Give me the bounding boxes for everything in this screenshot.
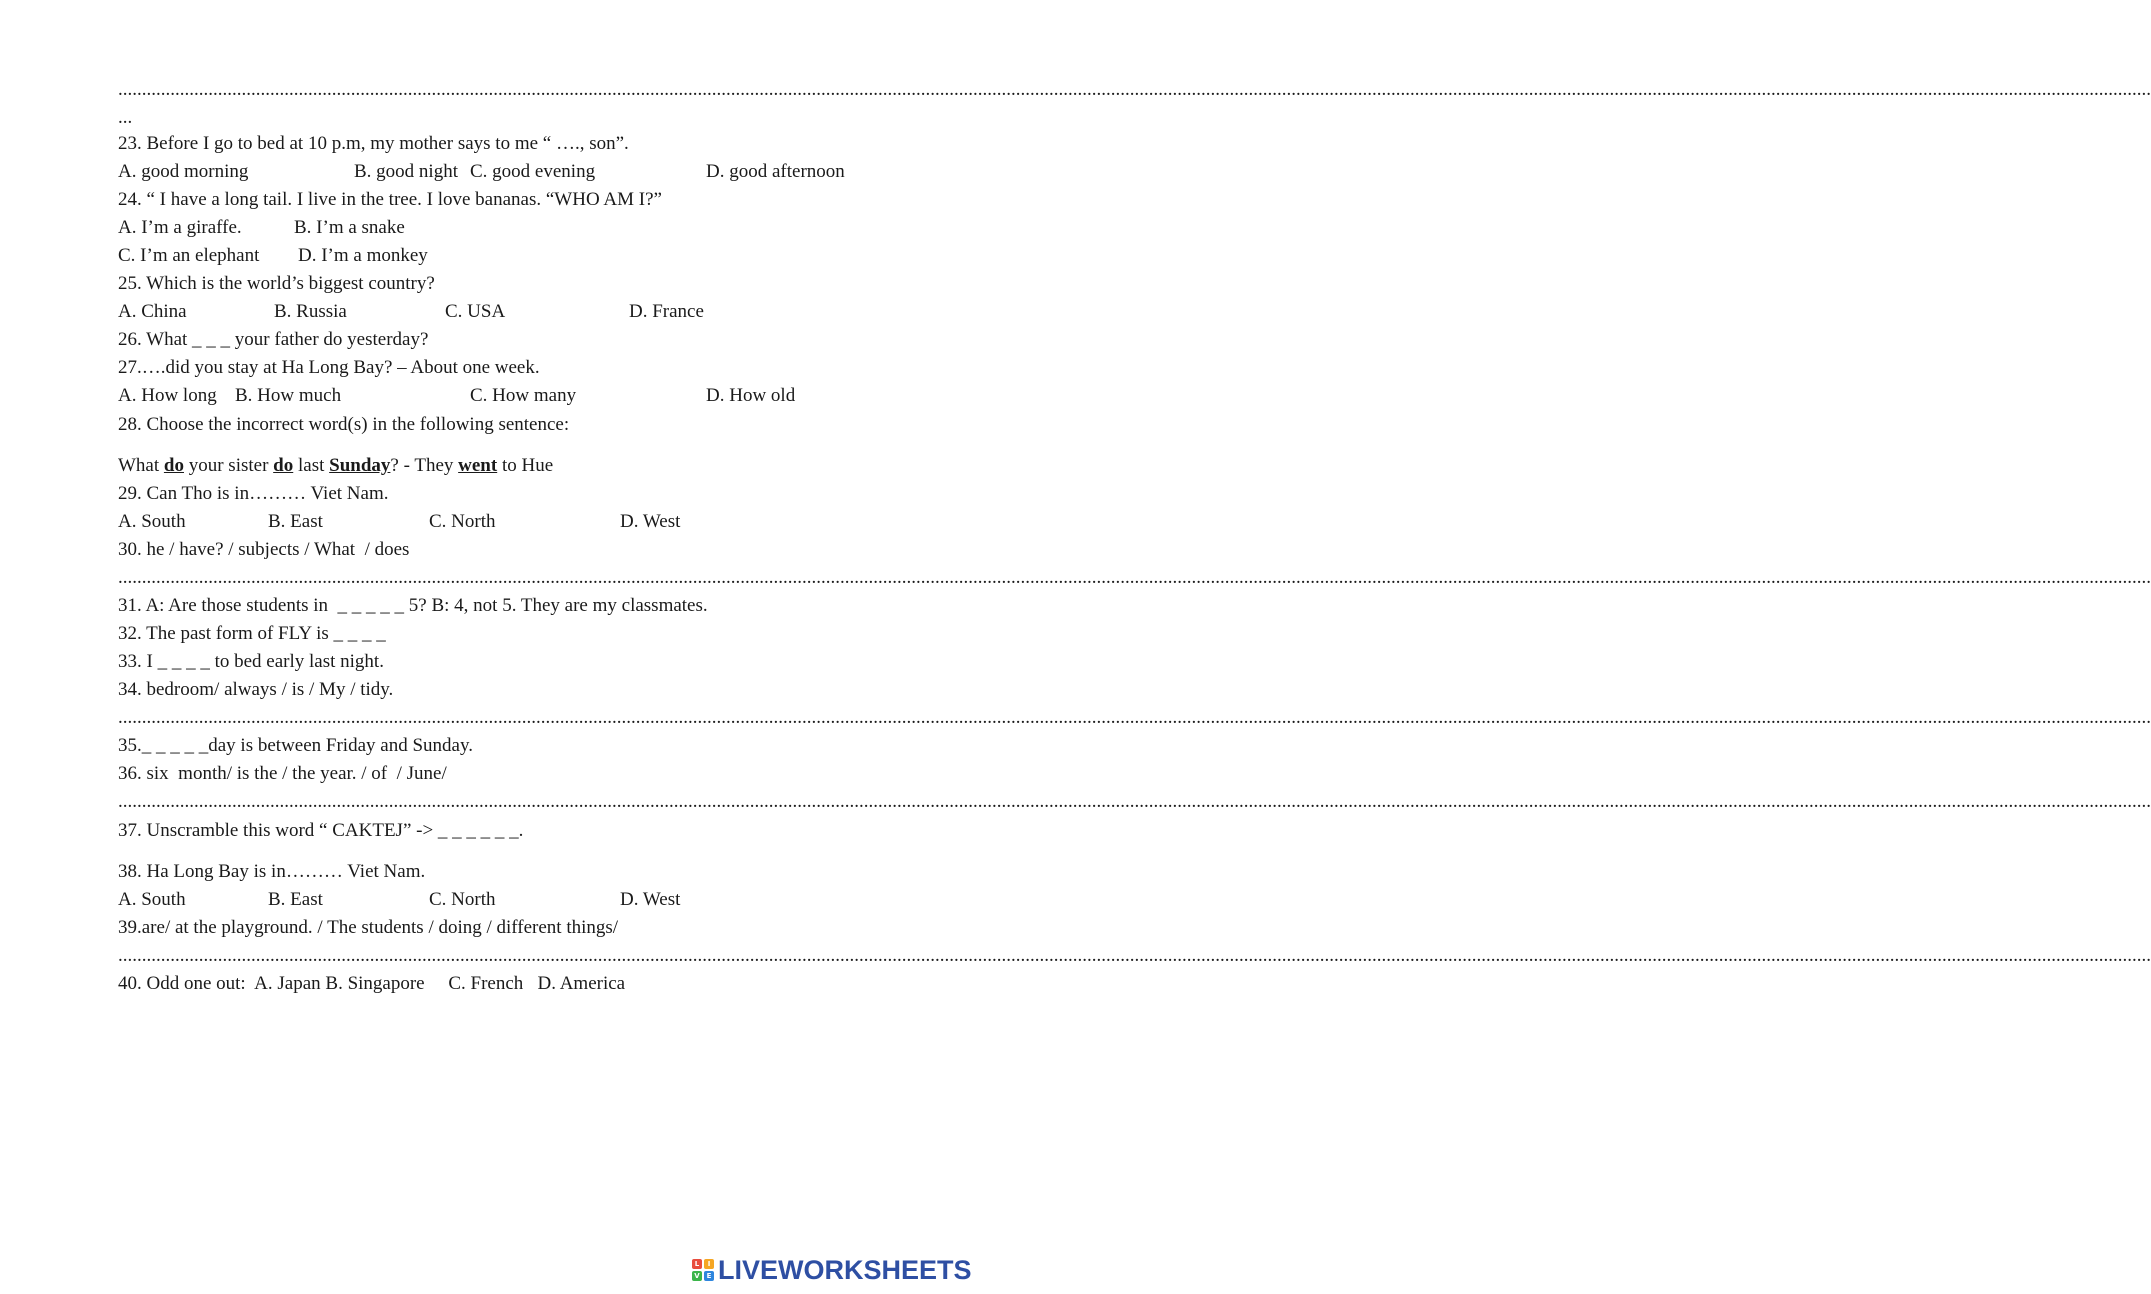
option-c: C. USA (445, 301, 506, 322)
question-31: 31. A: Are those students in _ _ _ _ _ 5? B: 4, not 5. They are my classmates. (118, 595, 708, 616)
question-36: 36. six month/ is the / the year. / of / June/ (118, 763, 447, 784)
option-d: D. good afternoon (706, 161, 845, 182)
sentence-text: to Hue (497, 455, 554, 476)
ellipsis-text: ... (118, 107, 133, 128)
option-a: A. How long (118, 385, 217, 406)
logo-letter: V (692, 1271, 702, 1281)
question-32: 32. The past form of FLY is _ _ _ _ (118, 623, 386, 644)
question-33: 33. I _ _ _ _ to bed early last night. (118, 651, 384, 672)
logo-mark-icon (692, 1259, 714, 1281)
answer-line: ............................................................................................................................................................................................................................................................................................................................................................................................................................................ (118, 791, 2151, 812)
option-d: D. I’m a monkey (298, 245, 428, 266)
options-23 (118, 160, 882, 184)
question-34: 34. bedroom/ always / is / My / tidy. (118, 679, 394, 700)
option-b: B. good night (354, 161, 458, 182)
question-25: 25. Which is the world’s biggest country? (118, 273, 435, 294)
answer-line: ............................................................................................................................................................................................................................................................................................................................................................................................................................................ (118, 567, 2151, 588)
sentence-text: last (293, 455, 330, 476)
answer-line: ............................................................................................................................................................................................................................................................................................................................................................................................................................................ (118, 79, 2151, 100)
option-c: C. good evening (470, 161, 596, 182)
liveworksheets-logo (692, 1255, 972, 1285)
underlined-word: went (458, 455, 498, 476)
question-29: 29. Can Tho is in……… Viet Nam. (118, 483, 389, 504)
option-a: A. China (118, 301, 187, 322)
question-37: 37. Unscramble this word “ CAKTEJ” -> _ _ _ _ _ _. (118, 820, 524, 841)
sentence-text: ? - They (390, 455, 459, 476)
options-25 (118, 300, 882, 324)
option-c: C. How many (470, 385, 577, 406)
underlined-word: Sunday (329, 455, 391, 476)
option-b: B. East (268, 511, 323, 532)
options-27 (118, 384, 882, 408)
option-c: C. I’m an elephant (118, 245, 260, 266)
logo-letter: L (692, 1259, 702, 1269)
options-24-cd (118, 244, 882, 268)
question-35: 35._ _ _ _ _day is between Friday and Sunday. (118, 735, 473, 756)
question-23: 23. Before I go to bed at 10 p.m, my mother says to me “ …., son”. (118, 133, 629, 154)
answer-line: ............................................................................................................................................................................................................................................................................................................................................................................................................................................ (118, 945, 2151, 966)
answer-line: ............................................................................................................................................................................................................................................................................................................................................................................................................................................ (118, 707, 2151, 728)
option-c: C. North (429, 889, 496, 910)
question-39: 39.are/ at the playground. / The students / doing / different things/ (118, 917, 619, 938)
logo-text: LIVEWORKSHEETS (718, 1254, 972, 1285)
option-a: A. South (118, 511, 186, 532)
option-a: A. good morning (118, 161, 249, 182)
question-40: 40. Odd one out: A. Japan B. Singapore C. French D. America (118, 973, 626, 994)
question-27: 27.….did you stay at Ha Long Bay? – About one week. (118, 357, 540, 378)
question-26: 26. What _ _ _ your father do yesterday? (118, 329, 429, 350)
underlined-word: do (163, 455, 184, 476)
logo-letter: E (704, 1271, 714, 1281)
underlined-word: do (273, 455, 294, 476)
option-a: A. I’m a giraffe. (118, 217, 242, 238)
option-c: C. North (429, 511, 496, 532)
option-b: B. How much (235, 385, 342, 406)
option-d: D. West (620, 511, 681, 532)
question-28: 28. Choose the incorrect word(s) in the following sentence: (118, 414, 570, 435)
question-24: 24. “ I have a long tail. I live in the tree. I love bananas. “WHO AM I?” (118, 189, 662, 210)
logo-letter: I (704, 1259, 714, 1269)
options-38 (118, 888, 882, 912)
option-d: D. How old (706, 385, 796, 406)
sentence-text: your sister (183, 455, 274, 476)
options-29 (118, 510, 882, 534)
option-a: A. South (118, 889, 186, 910)
sentence-28 (118, 454, 553, 478)
option-d: D. West (620, 889, 681, 910)
option-b: B. East (268, 889, 323, 910)
option-d: D. France (629, 301, 704, 322)
options-24-ab (118, 216, 882, 240)
question-38: 38. Ha Long Bay is in……… Viet Nam. (118, 861, 426, 882)
question-30: 30. he / have? / subjects / What / does (118, 539, 410, 560)
option-b: B. I’m a snake (294, 217, 405, 238)
sentence-text: What (118, 455, 164, 476)
option-b: B. Russia (274, 301, 347, 322)
